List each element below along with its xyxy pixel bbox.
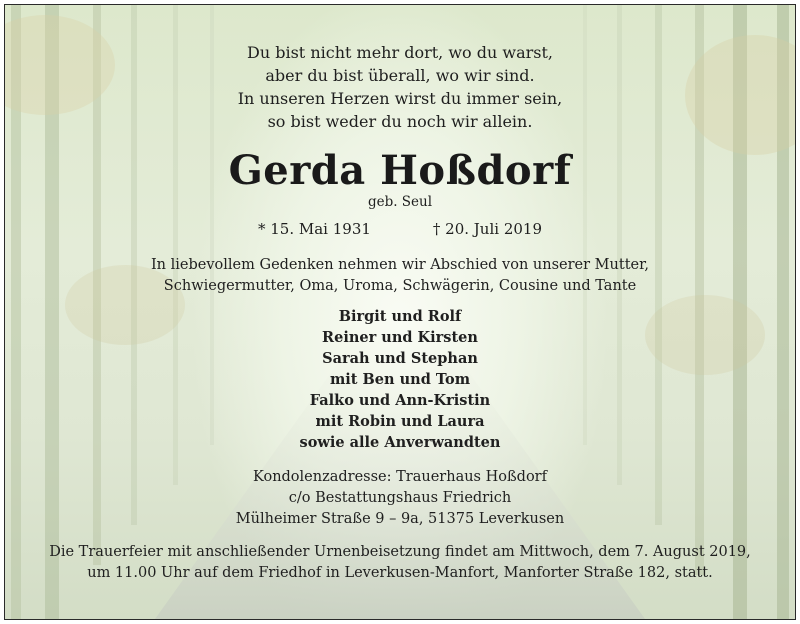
service-line: Die Trauerfeier mit anschließender Urnenbeisetzung findet am Mittwoch, dem 7. August 2019,: [49, 544, 751, 560]
service-line: um 11.00 Uhr auf dem Friedhof in Leverkusen-Manfort, Manforter Straße 182, statt.: [87, 565, 713, 581]
address-line: Mülheimer Straße 9 – 9a, 51375 Leverkusen: [235, 511, 565, 527]
mourner-line: Falko und Ann-Kristin: [309, 392, 491, 409]
memorial-poem: [5, 41, 795, 133]
mourner-line: Sarah und Stephan: [322, 350, 478, 367]
farewell-line: In liebevollem Gedenken nehmen wir Abschied von unserer Mutter,: [150, 257, 650, 273]
farewell-line: Schwiegermutter, Oma, Uroma, Schwägerin, Cousine und Tante: [163, 278, 637, 294]
mourner-line: Reiner und Kirsten: [322, 329, 478, 346]
poem-line: so bist weder du noch wir allein.: [267, 112, 533, 131]
address-line: c/o Bestattungshaus Friedrich: [288, 490, 512, 506]
mourner-line: sowie alle Anverwandten: [299, 434, 501, 451]
poem-line: In unseren Herzen wirst du immer sein,: [237, 89, 563, 108]
mourner-line: Birgit und Rolf: [338, 308, 462, 325]
condolence-address: [5, 467, 795, 530]
poem-line: aber du bist überall, wo wir sind.: [265, 66, 535, 85]
mourner-line: mit Ben und Tom: [329, 371, 471, 388]
farewell-text: [5, 255, 795, 297]
funeral-service-info: [5, 542, 795, 584]
birth-name: geb. Seul: [367, 194, 433, 210]
life-dates: [5, 219, 795, 239]
obituary-card: [4, 4, 796, 620]
address-line: Kondolenzadresse: Trauerhaus Hoßdorf: [253, 469, 547, 485]
birth-date: * 15. Mai 1931: [257, 220, 371, 238]
death-date: † 20. Juli 2019: [432, 220, 543, 238]
poem-line: Du bist nicht mehr dort, wo du warst,: [247, 43, 553, 62]
deceased-name: Gerda Hoßdorf: [228, 147, 572, 194]
mourners-list: [5, 306, 795, 453]
mourner-line: mit Robin und Laura: [315, 413, 485, 430]
